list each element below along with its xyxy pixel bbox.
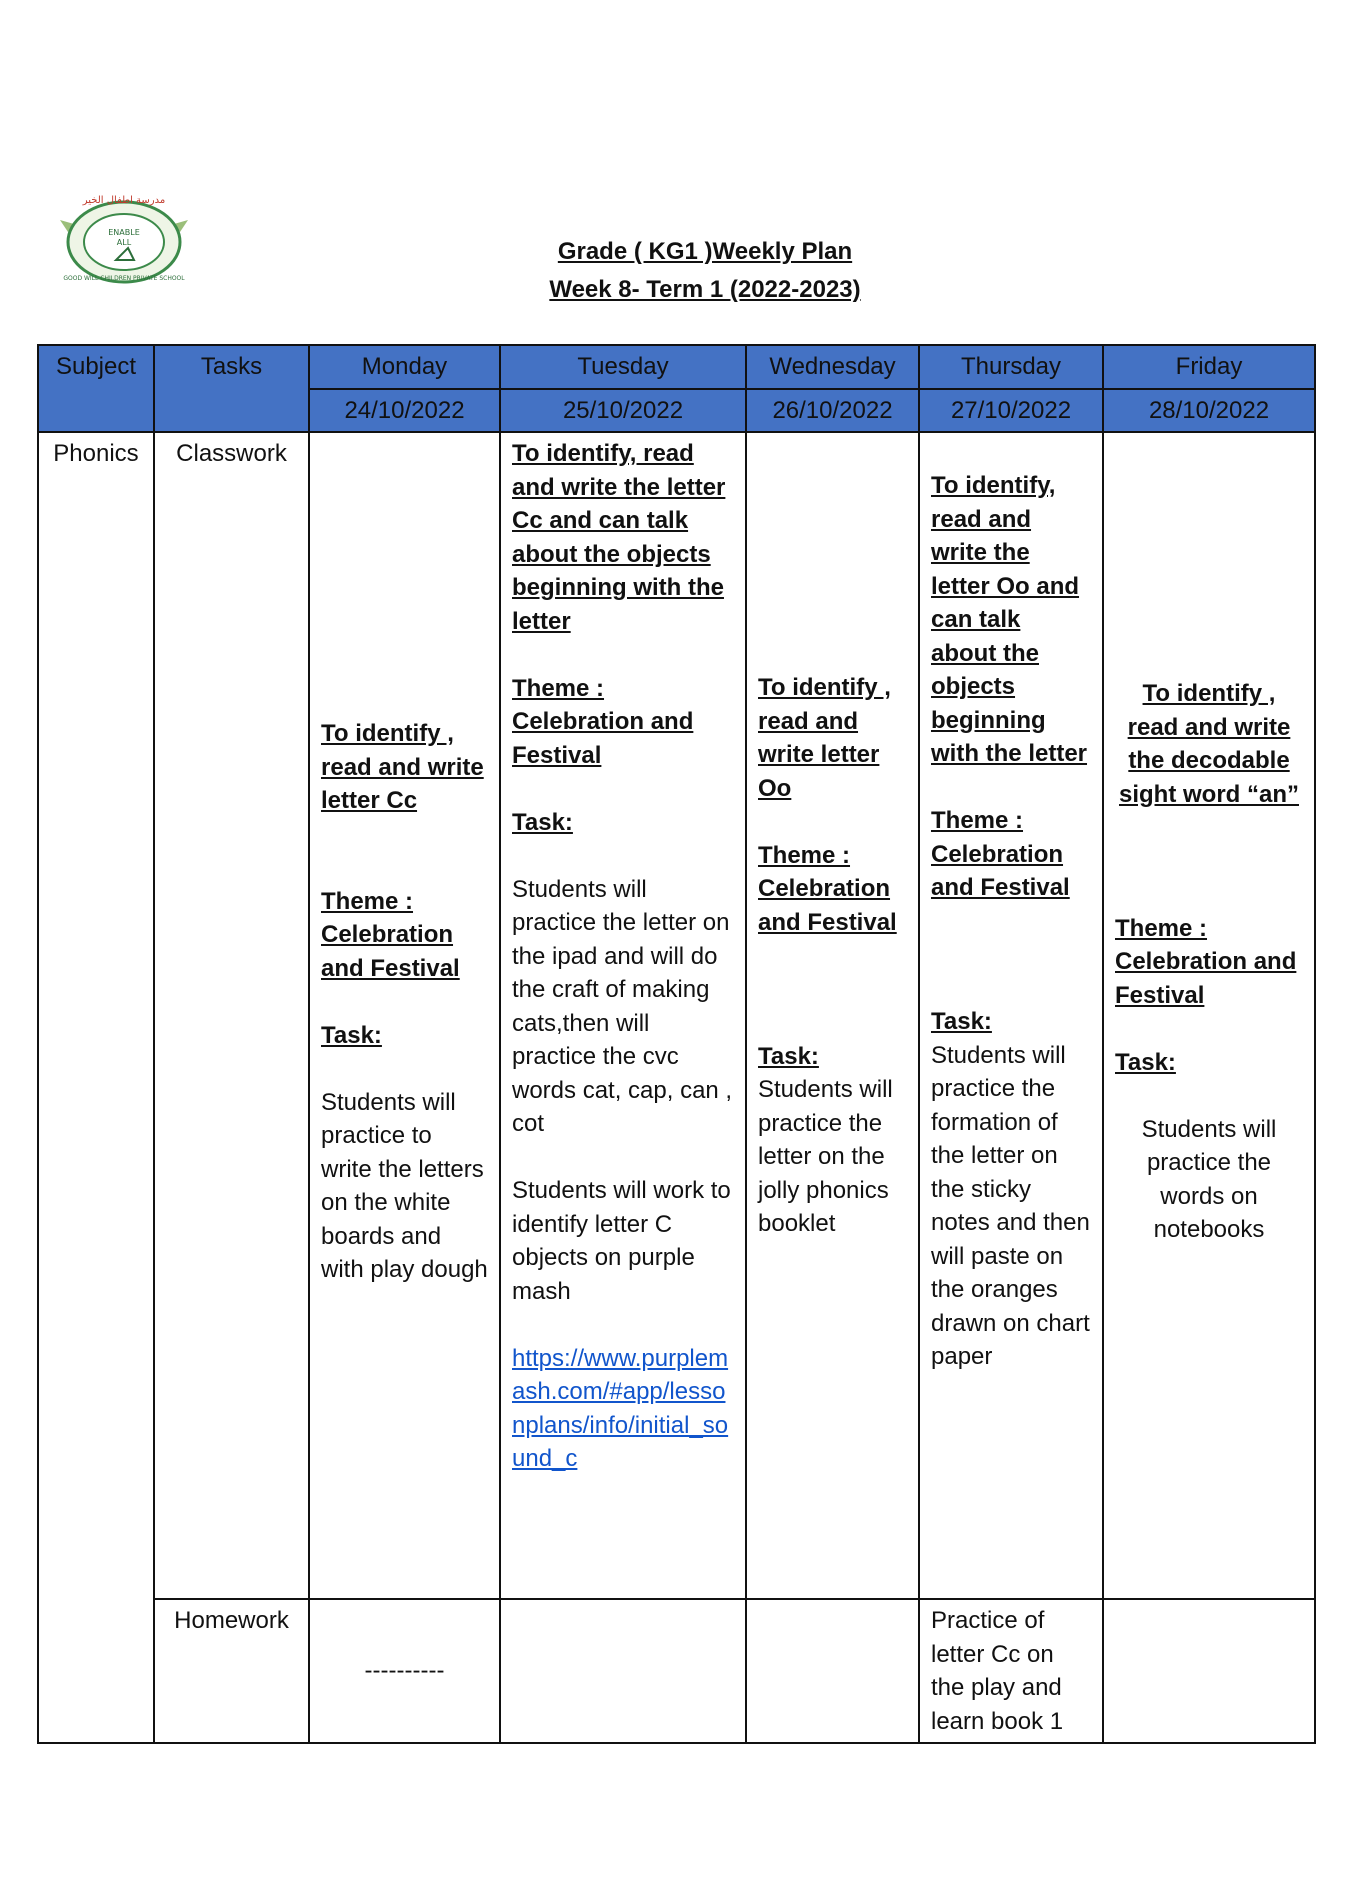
date-tuesday: 25/10/2022 [500,389,746,433]
monday-objective: To identify , read and write letter Cc [321,720,484,814]
subject-cell: Phonics [38,432,154,1743]
friday-task: Students will practice the words on notebooks [1141,1115,1277,1243]
classwork-wednesday [746,432,919,1599]
date-monday: 24/10/2022 [309,389,500,433]
date-thursday: 27/10/2022 [919,389,1103,433]
tuesday-objective: To identify, read and write the letter Cc and can talk about the objects beginning with the letter [512,440,726,635]
friday-objective: To identify , read and write the decodable sight word “an” [1119,680,1299,808]
classwork-row [38,432,1315,1599]
tuesday-task-1: Students will practice the letter on the ipad and will do the craft of making cats,then will practice the cvc words cat, cap, can , cot [512,875,733,1137]
monday-theme: Theme : Celebration and Festival [321,887,460,982]
thursday-task: Students will practice the formation of the letter on the sticky notes and then will paste on the oranges drawn on chart paper [931,1041,1090,1370]
homework-tuesday [500,1599,746,1743]
thursday-theme: Theme : Celebration and Festival [931,807,1070,901]
date-friday: 28/10/2022 [1103,389,1315,433]
wednesday-task-label: Task: [758,1042,819,1070]
friday-task-label: Task: [1115,1048,1176,1076]
col-header-subject: Subject [38,345,154,432]
thursday-objective: To identify, read and write the letter Oo and can talk about the objects beginning with the letter [931,472,1088,767]
wednesday-theme: Theme : Celebration and Festival [758,841,897,936]
col-header-tasks: Tasks [154,345,309,432]
col-header-wednesday: Wednesday [746,345,919,389]
date-wednesday: 26/10/2022 [746,389,919,433]
classwork-friday [1103,432,1315,1599]
header-row-days [38,345,1315,389]
monday-task-label: Task: [321,1021,382,1049]
svg-text:ENABLE: ENABLE [108,228,140,237]
purple-mash-link[interactable]: https://www.purplemash.com/#app/lessonplans/info/initial_sound_c [512,1344,729,1472]
homework-thursday: Practice of letter Cc on the play and learn book 1 [919,1599,1103,1743]
col-header-friday: Friday [1103,345,1315,389]
svg-text:GOOD WILL CHILDREN PRIVATE SCH: GOOD WILL CHILDREN PRIVATE SCHOOL [63,275,185,282]
tuesday-theme: Theme : Celebration and Festival [512,674,694,769]
col-header-thursday: Thursday [919,345,1103,389]
homework-monday: ---------- [309,1599,500,1743]
friday-theme: Theme : Celebration and Festival [1115,914,1297,1009]
classwork-label: Classwork [154,432,309,1599]
homework-friday [1103,1599,1315,1743]
svg-text:ALL: ALL [116,238,132,247]
homework-row [38,1599,1315,1743]
plan-subtitle: Week 8- Term 1 (2022-2023) [549,276,861,303]
weekly-plan-table [37,344,1316,1744]
classwork-tuesday [500,432,746,1599]
tuesday-task-label: Task: [512,808,573,836]
svg-text:مدرسة اطفال الخير: مدرسة اطفال الخير [82,195,166,206]
classwork-monday [309,432,500,1599]
plan-title: Grade ( KG1 )Weekly Plan [557,238,853,265]
thursday-task-label: Task: [931,1008,992,1035]
homework-label: Homework [154,1599,309,1743]
col-header-tuesday: Tuesday [500,345,746,389]
tuesday-task-2: Students will work to identify letter C objects on purple mash [512,1177,731,1305]
wednesday-task: Students will practice the letter on the jolly phonics booklet [758,1076,893,1237]
monday-task: Students will practice to write the letters on the white boards and with play dough [321,1088,488,1283]
homework-wednesday [746,1599,919,1743]
col-header-monday: Monday [309,345,500,389]
wednesday-objective: To identify , read and write letter Oo [758,674,891,802]
classwork-thursday [919,432,1103,1599]
